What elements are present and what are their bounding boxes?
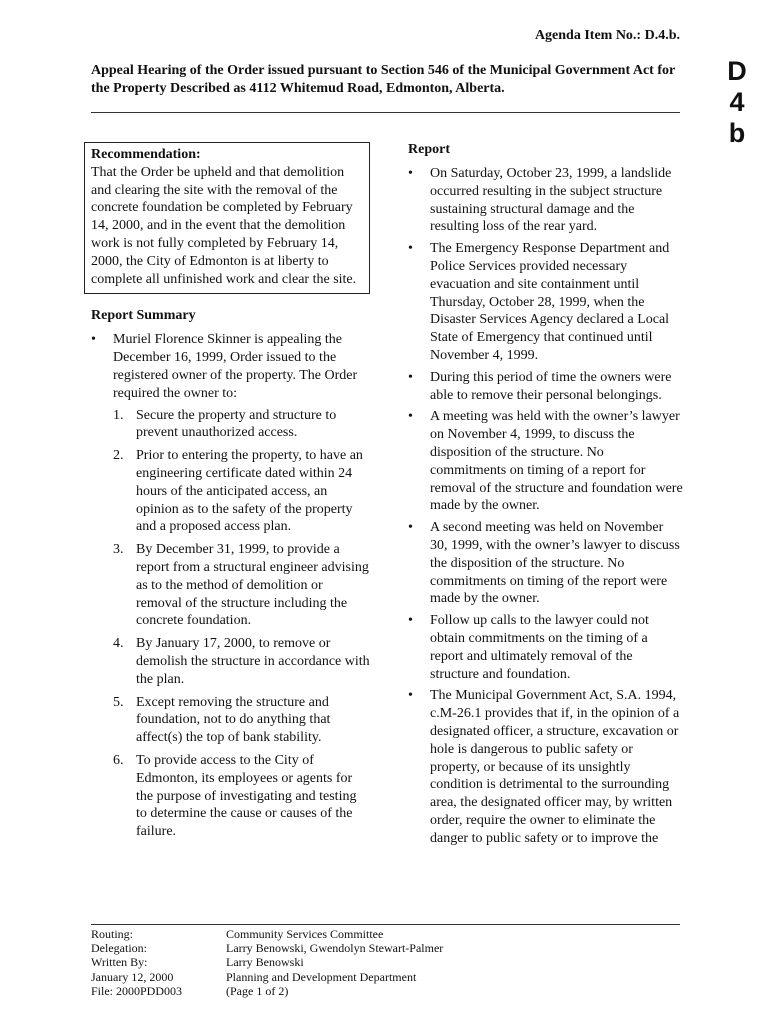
footer-value: Larry Benowski, Gwendolyn Stewart-Palmer <box>226 941 444 956</box>
recommendation-heading: Recommendation: <box>91 147 201 162</box>
footer-row-author <box>91 955 691 969</box>
footer-value: Planning and Development Department <box>226 969 417 984</box>
report-bullet: • During this period of time the owners were able to remove their personal belongings. <box>401 369 683 405</box>
order-step-number: 3. <box>113 542 124 558</box>
footer-row-routing <box>91 927 691 941</box>
footer-label: Routing: <box>91 927 134 941</box>
report-bullet: • The Municipal Government Act, S.A. 1994, c.M-26.1 provides that if, in the opinion of a designated officer, a structure, excavation or hole is dangerous to public safety or property, or because of its unsightly condition is detrimental to the surrounding area, the designated officer may, by written order, require the owner to eliminate the danger to public safety or to improve the <box>401 687 683 847</box>
report-summary-bullet <box>84 331 370 841</box>
report-bullets <box>401 165 683 847</box>
footer-label: File: 2000PDD003 <box>91 983 183 998</box>
order-step-number: 6. <box>113 752 124 768</box>
footer-label: Written By: <box>91 955 148 970</box>
order-step-text: Prior to entering the property, to have an engineering certificate dated within 24 hours of the anticipated access, an opinion as to the safety of the property and a proposed access plan. <box>136 448 363 535</box>
recommendation-box <box>84 142 370 294</box>
footer-row-file <box>91 984 691 998</box>
order-step <box>113 635 370 688</box>
footer-label: January 12, 2000 <box>91 969 174 984</box>
footer-row-date <box>91 970 691 984</box>
order-step-text: By December 31, 1999, to provide a report from a structural engineer advising as to the method of demolition or removal of the structure including the concrete foundation. <box>136 542 369 629</box>
footer-value: Larry Benowski <box>226 955 304 970</box>
order-steps-list <box>113 407 370 841</box>
order-step-number: 1. <box>113 407 124 423</box>
report-summary-bullet-text: Muriel Florence Skinner is appealing the December 16, 1999, Order issued to the registered owner of the property. The Order required the owner to: <box>113 332 358 401</box>
report-heading: Report <box>408 142 450 157</box>
order-step <box>113 541 370 630</box>
document-title: Appeal Hearing of the Order issued pursuant to Section 546 of the Municipal Government Act for the Property Described as 4112 Whitemud Road, Edmonton, Alberta. <box>91 63 675 96</box>
report-summary-list <box>84 331 370 841</box>
header-divider <box>91 112 680 113</box>
footer-divider <box>91 924 680 925</box>
order-step-text: By January 17, 2000, to remove or demolish the structure in accordance with the plan. <box>136 636 370 687</box>
agenda-item-number: Agenda Item No.: D.4.b. <box>534 28 680 43</box>
footer <box>91 927 691 998</box>
order-step-number: 4. <box>113 636 124 652</box>
footer-label: Delegation: <box>91 941 147 956</box>
side-tab <box>722 56 752 149</box>
recommendation-text: That the Order be upheld and that demolition and clearing the site with the removal of the concrete foundation be completed by February 14, 2000, and in the event that the demolition work is not fully completed by February 14, 2000, the City of Edmonton is at liberty to complete all unfinished work and clear the site. <box>91 164 357 287</box>
order-step <box>113 407 370 443</box>
left-column <box>84 142 370 846</box>
order-step <box>113 752 370 841</box>
side-tab-number: 4 <box>729 87 745 117</box>
report-bullet: • On Saturday, October 23, 1999, a landslide occurred resulting in the subject structure sustaining structural damage and the resulting loss of the rear yard. <box>401 165 683 236</box>
order-step-number: 2. <box>113 448 124 464</box>
order-step-text: Secure the property and structure to prevent unauthorized access. <box>136 407 337 441</box>
footer-value: Community Services Committee <box>226 927 384 941</box>
footer-value: (Page 1 of 2) <box>226 983 289 998</box>
order-step-text: Except removing the structure and foundation, not to do anything that affect(s) the top of bank stability. <box>136 694 331 746</box>
order-step <box>113 447 370 536</box>
report-bullet: • Follow up calls to the lawyer could not obtain commitments on the timing of a report and ultimately removal of the structure and foundation. <box>401 612 683 683</box>
report-bullet: • A second meeting was held on November 30, 1999, with the owner’s lawyer to discuss the disposition of the structure. No commitments on timing of the report were made by the owner. <box>401 519 683 608</box>
report-bullet: • The Emergency Response Department and Police Services provided necessary evacuation and site containment until Thursday, October 28, 1999, when the Disaster Services Agency declared a Local State of Emergency that continued until November 4, 1999. <box>401 240 683 365</box>
report-bullet: • A meeting was held with the owner’s lawyer on November 4, 1999, to discuss the disposition of the structure. No commitments on timing of a report for removal of the structure and foundation were made by the owner. <box>401 408 683 515</box>
side-tab-sub: b <box>728 118 746 148</box>
order-step-number: 5. <box>113 694 124 710</box>
side-tab-letter: D <box>727 56 747 86</box>
order-step <box>113 694 370 747</box>
right-column <box>401 142 683 851</box>
footer-row-delegation <box>91 941 691 955</box>
order-step-text: To provide access to the City of Edmonton, its employees or agents for the purpose of investigating and testing to determine the cause or causes of the failure. <box>136 752 357 840</box>
report-summary-heading: Report Summary <box>91 308 196 324</box>
